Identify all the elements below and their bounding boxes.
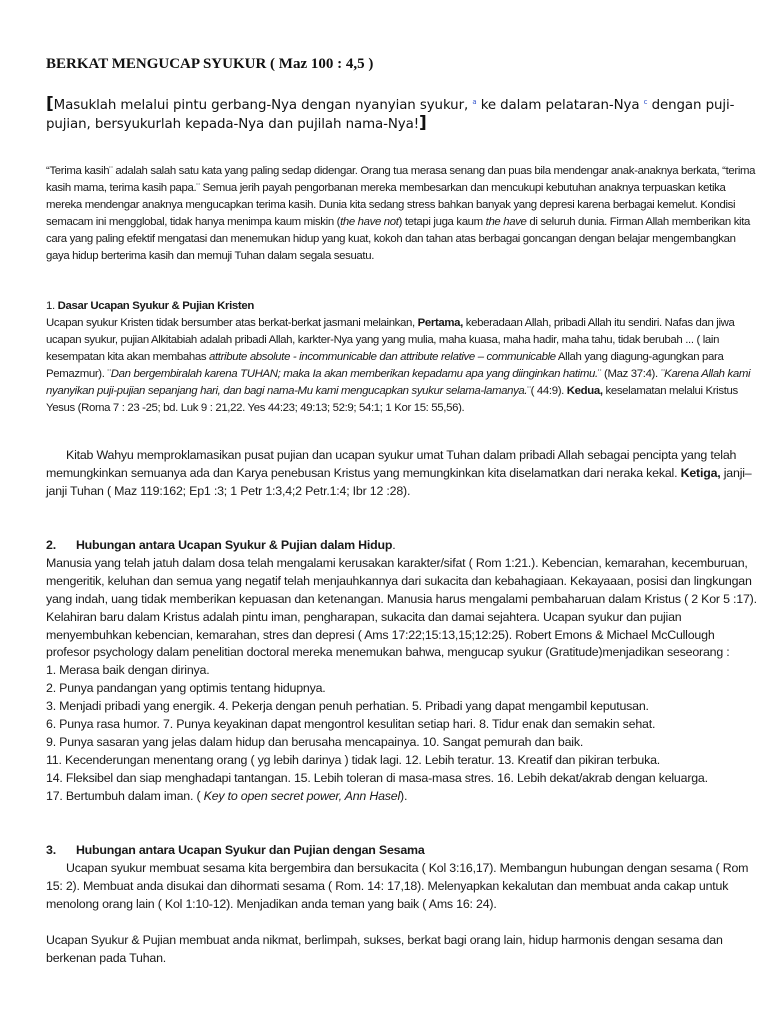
section-1-text: keberadaan Allah, pribadi Allah itu sendiri. Nafas dan jiwa ucapan syukur, pujian Alkitabiah adalah pribadi Allah, karkter-Nya yang yang mulia, maha kuasa, maha hadir, maha tahu, tidak berubah ... ( lain kesempatan kita akan membahas — [46, 317, 735, 363]
section-3-body: Ucapan syukur membuat sesama kita bergembira dan bersukacita ( Kol 3:16,17). Membangun hubungan dengan sesama ( Rom 15: 2). Membuat anda disukai dan dihormati sesama ( Rom. 14: 17,18). Melenyapkan kekalutan dan membuat anda cakap untuk menolong orang lain ( Kol 1:10-12). Menjadikan anda teman yang baik ( Ams 16: 24). — [46, 860, 749, 911]
section-1-p2-text: Kitab Wahyu memproklamasikan pusat pujian dan ucapan syukur umat Tuhan dalam pribadi Allah sebagai pencipta yang telah memungkinkan semuanya ada dan Karya penebusan Kristus yang memungkinkan kita diselamatkan dari neraka kekal. — [46, 448, 737, 480]
section-1-italic: attribute absolute - incommunicable dan attribute relative – communicable — [209, 351, 556, 363]
footnote-c-link[interactable]: c — [643, 98, 648, 106]
closing-paragraph: Ucapan Syukur & Pujian membuat anda nikmat, berlimpah, sukses, berkat bagi orang lain, hidup harmonis dengan sesama dan berkenan pada Tuhan. — [46, 933, 723, 965]
verse-part-3: dengan puji-pujian, bersyukurlah kepada-Nya dan pujilah nama-Nya! — [46, 98, 735, 132]
list-item: 9. Punya sasaran yang jelas dalam hidup dan berusaha mencapainya. 10. Sangat pemurah dan baik. — [46, 734, 584, 749]
intro-italic-the-have-not: the have not — [340, 216, 399, 228]
section-1-bold-pertama: Pertama, — [417, 317, 463, 329]
list-item-text-end: ). — [400, 788, 408, 803]
section-3-heading — [46, 842, 760, 860]
list-item: 6. Punya rasa humor. 7. Punya keyakinan dapat mengontrol kesulitan setiap hari. 8. Tidur enak dan semakin sehat. — [46, 717, 656, 732]
section-2-number: 2. — [46, 538, 56, 552]
section-1-bold-ketiga: Ketiga, — [680, 466, 721, 480]
footnote-a-link[interactable]: a — [472, 98, 477, 106]
section-1-number: 1. — [46, 300, 55, 312]
section-2 — [46, 537, 760, 806]
section-1-p2-text-end: janji–janji Tuhan ( Maz 119:162; Ep1 :3; 1 Petr 1:3,4;2 Petr.1:4; Ibr 12 :28). — [46, 466, 752, 498]
section-1-italic: Dan bergembiralah karena TUHAN; maka Ia akan memberikan kepadamu apa yang diinginkan hatimu. — [110, 368, 598, 380]
section-3-number: 3. — [46, 843, 56, 857]
intro-paragraph — [46, 163, 760, 265]
section-1-text: ¨ (Maz 37:4). — [597, 368, 661, 380]
section-2-title: Hubungan antara Ucapan Syukur & Pujian dalam Hidup — [75, 538, 393, 552]
section-1-paragraph-2 — [46, 446, 760, 500]
section-1 — [46, 298, 760, 417]
section-1-italic: ¨Karena Allah kami nyanyikan puji-pujian sepanjang hari, dan bagi nama-Mu kami mengucapkan syukur selama-lamanya. — [46, 368, 751, 397]
section-3 — [46, 842, 760, 914]
section-1-text: keselamatan melalui Kristus Yesus (Roma 7 : 23 -25; bd. Luk 9 : 21,22. Yes 44:23; 49:13; 52:9; 54:1; 1 Kor 15: 55,56). — [46, 385, 738, 414]
section-1-text: ¨( 44:9). — [527, 385, 567, 397]
verse-part-1: Masuklah melalui pintu gerbang-Nya dengan nyanyian syukur, — [53, 98, 469, 113]
intro-text: “Terima kasih¨ adalah salah satu kata yang paling sedap didengar. Orang tua merasa senang dan puas bila mendengar anak-anaknya berkata, “terima kasih mama, terima kasih papa.¨ Semua jerih payah pengorbanan mereka membesarkan dan mencukupi kebutuhan anaknya terpuaskan ketika mereka mendengar anaknya mengucapkan terima kasih. Dunia kita sedang stress bahkan banyak yang depresi karena berbagai kemelut. Kondisi semacam ini mengglobal, tidak hanya menimpa kaum miskin ( — [46, 165, 756, 228]
list-item-text: 17. Bertumbuh dalam iman. ( — [46, 788, 204, 803]
list-item: 2. Punya pandangan yang optimis tentang hidupnya. — [46, 681, 326, 696]
list-item: 11. Kecenderungan menentang orang ( yg lebih darinya ) tidak lagi. 12. Lebih teratur. 13. Kreatif dan pikiran terbuka. — [46, 752, 661, 767]
list-item-citation: Key to open secret power, Ann Hasel — [203, 788, 401, 803]
verse-part-2: ke dalam pelataran-Nya — [480, 98, 640, 113]
section-2-heading — [46, 537, 760, 555]
section-2-title-period: . — [392, 538, 396, 552]
intro-text-end: di seluruh dunia. Firman Allah memberikan kita cara yang paling efektif mengatasi dan menemukan hidup yang kuat, kokoh dan tahan atas berbagai goncangan dengan belajar mengembangkan gaya hidup berterima kasih dan memuji Tuhan dalam segala sesuatu. — [46, 216, 751, 262]
list-item: 14. Fleksibel dan siap menghadapi tantangan. 15. Lebih toleran di masa-masa stres. 16. Lebih dekat/akrab dengan keluarga. — [46, 770, 708, 785]
section-3-title: Hubungan antara Ucapan Syukur dan Pujian dengan Sesama — [75, 843, 425, 857]
verse-bracket-open: [ — [46, 94, 54, 114]
list-item: 3. Menjadi pribadi yang energik. 4. Pekerja dengan penuh perhatian. 5. Pribadi yang dapat mengambil keputusan. — [46, 699, 649, 714]
page-title: BERKAT MENGUCAP SYUKUR ( Maz 100 : 4,5 ) — [46, 56, 374, 72]
verse-bracket-close: ] — [418, 113, 427, 133]
section-2-body: Manusia yang telah jatuh dalam dosa telah mengalami kerusakan karakter/sifat ( Rom 1:21.). Kebencian, kemarahan, kecemburuan, mengeritik, keluhan dan semua yang negatif telah menjauhkannya dari sukacita dan kebahagiaan. Kekayaaan, posisi dan lingkungan yang indah, uang tidak memberikan kepuasan dan ketenangan. Manusia harus mengalami pembaharuan dalam Kristus ( 2 Kor 5 :17). Kelahiran baru dalam Kristus adalah pintu iman, pengharapan, sukacita dan damai sejahtera. Ucapan syukur dan pujian menyembuhkan kebencian, kemarahan, stres dan depresi ( Ams 17:22;15:13,15;12:25). Robert Emons & Michael McCullough profesor psychology dalam penelitian doctoral mereka menemukan bahwa, mengucap syukur (Gratitude)menjadikan seseorang : — [46, 555, 757, 660]
section-1-text: Ucapan syukur Kristen tidak bersumber atas berkat-berkat jasmani melainkan, — [46, 317, 418, 329]
list-item: 1. Merasa baik dengan dirinya. — [46, 663, 210, 678]
section-1-title: Dasar Ucapan Syukur & Pujian Kristen — [57, 300, 254, 312]
section-1-text: Allah yang diagung-agungkan para Pemazmur). ¨ — [46, 351, 724, 380]
section-1-bold-kedua: Kedua, — [566, 385, 603, 397]
section-3-body-wrap — [46, 860, 760, 914]
intro-italic-the-have: the have — [485, 216, 527, 228]
intro-text-mid: ) tetapi juga kaum — [398, 216, 486, 228]
list-item — [46, 788, 760, 806]
section-1-heading — [46, 298, 760, 315]
verse-quote — [46, 93, 760, 134]
